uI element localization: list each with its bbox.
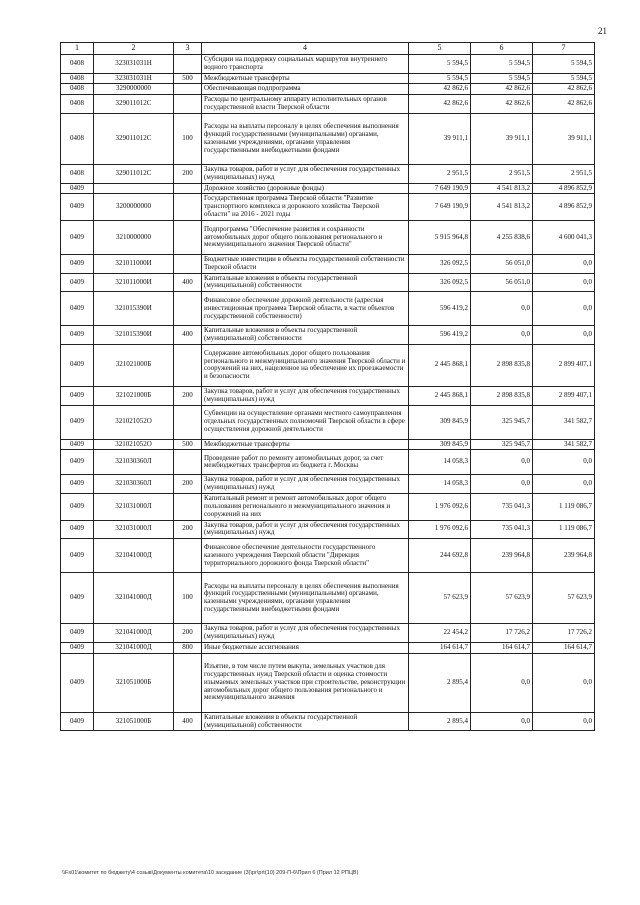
column-header-3: 3: [174, 43, 202, 55]
expense-type-cell: 200: [174, 164, 202, 183]
table-row: [61, 326, 595, 345]
amount-col5-cell: 326 092,5: [409, 273, 471, 292]
section-code-cell: 0409: [61, 344, 94, 386]
description-cell: Межбюджетные трансферты: [202, 439, 409, 450]
amount-col7-cell: 39 911,1: [533, 113, 595, 164]
section-code-cell: 0409: [61, 254, 94, 273]
amount-col5-cell: 2 445 868,1: [409, 344, 471, 386]
amount-col7-cell: 5 594,5: [533, 73, 595, 84]
amount-col6-cell: 42 862,6: [471, 95, 533, 114]
description-cell: Капитальные вложения в объекты государственной (муниципальной) собственности: [202, 273, 409, 292]
amount-col6-cell: 57 623,9: [471, 573, 533, 624]
amount-col7-cell: 57 623,9: [533, 573, 595, 624]
amount-col5-cell: 7 649 190,9: [409, 183, 471, 194]
amount-col7-cell: 341 582,7: [533, 439, 595, 450]
section-code-cell: 0408: [61, 84, 94, 95]
amount-col7-cell: 42 862,6: [533, 84, 595, 95]
expense-type-cell: 400: [174, 326, 202, 345]
header-row: [61, 43, 595, 55]
amount-col7-cell: 0,0: [533, 475, 595, 494]
page-number: 21: [598, 26, 607, 36]
table-row: [61, 494, 595, 520]
amount-col7-cell: 0,0: [533, 292, 595, 326]
amount-col5-cell: 7 649 190,9: [409, 194, 471, 220]
description-cell: Финансовое обеспечение деятельности государственного казенного учреждения Тверской области "Дирекция территориального дорожного фонда Тверской области": [202, 539, 409, 573]
budget-table: [60, 42, 595, 731]
amount-col7-cell: 2 899 407,1: [533, 344, 595, 386]
expense-type-cell: 200: [174, 475, 202, 494]
amount-col6-cell: 5 594,5: [471, 73, 533, 84]
table-row: [61, 344, 595, 386]
table-row: [61, 95, 595, 114]
expense-type-cell: 400: [174, 712, 202, 731]
footer-path: \\Fs01\комитет по бюджету\4 созыв\Документы комитета\10 заседание (3)\pr\prt(10) 209-П-6\Прил 6 (Прил 12 РПЦВ): [62, 870, 359, 876]
amount-col6-cell: 325 945,7: [471, 405, 533, 439]
section-code-cell: 0409: [61, 624, 94, 643]
description-cell: Межбюджетные трансферты: [202, 73, 409, 84]
amount-col7-cell: 1 119 086,7: [533, 494, 595, 520]
amount-col5-cell: 39 911,1: [409, 113, 471, 164]
expense-type-cell: 500: [174, 73, 202, 84]
target-code-cell: 323031031Н: [94, 73, 174, 84]
column-header-4: 4: [202, 43, 409, 55]
expense-type-cell: [174, 405, 202, 439]
target-code-cell: 3210000000: [94, 220, 174, 254]
table-row: [61, 624, 595, 643]
description-cell: Расходы на выплаты персоналу в целях обеспечения выполнения функций государственными (муниципальными) органами, казенными учреждениями, органами управления государственными внебюджетными фондами: [202, 113, 409, 164]
amount-col6-cell: 4 541 813,2: [471, 194, 533, 220]
description-cell: Подпрограмма "Обеспечение развития и сохранности автомобильных дорог общего пользования регионального и межмуниципального значения Тверской области": [202, 220, 409, 254]
section-code-cell: 0409: [61, 475, 94, 494]
description-cell: Содержание автомобильных дорог общего пользования регионального и межмуниципального значения Тверской области и сооружений на них, нацеленное на обеспечение их проезжаемости и безопасности: [202, 344, 409, 386]
section-code-cell: 0409: [61, 194, 94, 220]
section-code-cell: 0409: [61, 292, 94, 326]
table-body: [61, 55, 595, 731]
amount-col5-cell: 22 454,2: [409, 624, 471, 643]
amount-col6-cell: 735 041,3: [471, 494, 533, 520]
target-code-cell: 329011012С: [94, 113, 174, 164]
section-code-cell: 0409: [61, 183, 94, 194]
section-code-cell: 0409: [61, 439, 94, 450]
description-cell: Капитальные вложения в объекты государственной (муниципальной) собственности: [202, 712, 409, 731]
target-code-cell: 329011012С: [94, 164, 174, 183]
description-cell: Расходы по центральному аппарату исполнительных органов государственной власти Тверской области: [202, 95, 409, 114]
target-code-cell: 321051000Б: [94, 653, 174, 712]
target-code-cell: 321030360Л: [94, 475, 174, 494]
target-code-cell: 3290000000: [94, 84, 174, 95]
amount-col6-cell: 239 964,8: [471, 539, 533, 573]
amount-col5-cell: 5 594,5: [409, 55, 471, 74]
target-code-cell: 321015390И: [94, 326, 174, 345]
amount-col7-cell: 0,0: [533, 273, 595, 292]
table-row: [61, 273, 595, 292]
target-code-cell: 321015390И: [94, 292, 174, 326]
target-code-cell: 321041000Д: [94, 539, 174, 573]
amount-col6-cell: 0,0: [471, 712, 533, 731]
amount-col5-cell: 5 915 964,8: [409, 220, 471, 254]
amount-col6-cell: 325 945,7: [471, 439, 533, 450]
amount-col7-cell: 4 896 852,9: [533, 194, 595, 220]
amount-col5-cell: 164 614,7: [409, 642, 471, 653]
target-code-cell: 329011012С: [94, 95, 174, 114]
amount-col5-cell: 2 895,4: [409, 653, 471, 712]
section-code-cell: 0408: [61, 73, 94, 84]
table-row: [61, 653, 595, 712]
amount-col6-cell: 164 614,7: [471, 642, 533, 653]
description-cell: Расходы на выплаты персоналу в целях обеспечения выполнения функций государственными (муниципальными) органами, казенными учреждениями, органами управления государственными внебюджетными фондами: [202, 573, 409, 624]
amount-col6-cell: 2 951,5: [471, 164, 533, 183]
amount-col5-cell: 309 845,9: [409, 439, 471, 450]
section-code-cell: 0408: [61, 95, 94, 114]
amount-col6-cell: 4 541 813,2: [471, 183, 533, 194]
amount-col6-cell: 56 051,0: [471, 254, 533, 273]
description-cell: Капитальные вложения в объекты государственной (муниципальной) собственности: [202, 326, 409, 345]
amount-col6-cell: 17 726,2: [471, 624, 533, 643]
target-code-cell: 321041000Д: [94, 624, 174, 643]
amount-col6-cell: 42 862,6: [471, 84, 533, 95]
amount-col7-cell: 2 951,5: [533, 164, 595, 183]
expense-type-cell: 800: [174, 642, 202, 653]
amount-col5-cell: 2 951,5: [409, 164, 471, 183]
amount-col7-cell: 0,0: [533, 326, 595, 345]
amount-col6-cell: 5 594,5: [471, 55, 533, 74]
expense-type-cell: [174, 292, 202, 326]
section-code-cell: 0409: [61, 573, 94, 624]
description-cell: Изъятие, в том числе путем выкупа, земельных участков для государственных нужд Тверской области и оценка стоимости изымаемых земельных участков при строительстве, реконструкции автомобильных дорог общего пользования регионального и межмуниципального значения: [202, 653, 409, 712]
amount-col5-cell: 14 058,3: [409, 475, 471, 494]
amount-col6-cell: 2 898 835,8: [471, 344, 533, 386]
amount-col7-cell: 0,0: [533, 712, 595, 731]
table-row: [61, 439, 595, 450]
amount-col5-cell: 57 623,9: [409, 573, 471, 624]
amount-col6-cell: 2 898 835,8: [471, 386, 533, 405]
amount-col5-cell: 14 058,3: [409, 450, 471, 475]
table-row: [61, 84, 595, 95]
table-row: [61, 73, 595, 84]
amount-col7-cell: 1 119 086,7: [533, 520, 595, 539]
description-cell: Закупка товаров, работ и услуг для обеспечения государственных (муниципальных) нужд: [202, 386, 409, 405]
amount-col7-cell: 4 896 852,9: [533, 183, 595, 194]
expense-type-cell: 500: [174, 439, 202, 450]
table-row: [61, 573, 595, 624]
expense-type-cell: 200: [174, 386, 202, 405]
amount-col7-cell: 42 862,6: [533, 95, 595, 114]
table-row: [61, 386, 595, 405]
amount-col7-cell: 5 594,5: [533, 55, 595, 74]
amount-col6-cell: 735 041,3: [471, 520, 533, 539]
target-code-cell: 321051000Б: [94, 712, 174, 731]
target-code-cell: 321011000И: [94, 254, 174, 273]
amount-col7-cell: 341 582,7: [533, 405, 595, 439]
column-header-5: 5: [409, 43, 471, 55]
table-row: [61, 292, 595, 326]
target-code-cell: 321021000Б: [94, 344, 174, 386]
expense-type-cell: [174, 183, 202, 194]
amount-col5-cell: 596 419,2: [409, 292, 471, 326]
expense-type-cell: 200: [174, 520, 202, 539]
description-cell: Субсидии на поддержку социальных маршрутов внутреннего водного транспорта: [202, 55, 409, 74]
expense-type-cell: 200: [174, 624, 202, 643]
amount-col7-cell: 17 726,2: [533, 624, 595, 643]
expense-type-cell: [174, 450, 202, 475]
section-code-cell: 0408: [61, 113, 94, 164]
amount-col6-cell: 0,0: [471, 326, 533, 345]
table-row: [61, 405, 595, 439]
amount-col5-cell: 309 845,9: [409, 405, 471, 439]
expense-type-cell: 100: [174, 113, 202, 164]
expense-type-cell: [174, 344, 202, 386]
expense-type-cell: [174, 84, 202, 95]
section-code-cell: 0409: [61, 494, 94, 520]
target-code-cell: 321041000Д: [94, 642, 174, 653]
amount-col6-cell: 0,0: [471, 653, 533, 712]
table-row: [61, 712, 595, 731]
section-code-cell: 0409: [61, 642, 94, 653]
amount-col5-cell: 326 092,5: [409, 254, 471, 273]
table-row: [61, 539, 595, 573]
table-row: [61, 113, 595, 164]
description-cell: Закупка товаров, работ и услуг для обеспечения государственных (муниципальных) нужд: [202, 164, 409, 183]
expense-type-cell: [174, 220, 202, 254]
amount-col7-cell: 0,0: [533, 450, 595, 475]
description-cell: Государственная программа Тверской области "Развитие транспортного комплекса и дорожного хозяйства Тверской области" на 2016 - 2021 годы: [202, 194, 409, 220]
section-code-cell: 0409: [61, 653, 94, 712]
amount-col5-cell: 1 976 092,6: [409, 520, 471, 539]
amount-col5-cell: 1 976 092,6: [409, 494, 471, 520]
target-code-cell: 321031000Л: [94, 520, 174, 539]
amount-col6-cell: 39 911,1: [471, 113, 533, 164]
target-code-cell: 321011000И: [94, 273, 174, 292]
description-cell: Бюджетные инвестиции в объекты государственной собственности Тверской области: [202, 254, 409, 273]
amount-col5-cell: 596 419,2: [409, 326, 471, 345]
amount-col7-cell: 164 614,7: [533, 642, 595, 653]
expense-type-cell: [174, 494, 202, 520]
amount-col6-cell: 56 051,0: [471, 273, 533, 292]
table-row: [61, 475, 595, 494]
amount-col5-cell: 42 862,6: [409, 84, 471, 95]
column-header-6: 6: [471, 43, 533, 55]
expense-type-cell: [174, 194, 202, 220]
table-row: [61, 220, 595, 254]
amount-col7-cell: 0,0: [533, 653, 595, 712]
table-row: [61, 183, 595, 194]
target-code-cell: [94, 183, 174, 194]
expense-type-cell: [174, 539, 202, 573]
description-cell: Обеспечивающая подпрограмма: [202, 84, 409, 95]
expense-type-cell: 400: [174, 273, 202, 292]
section-code-cell: 0409: [61, 273, 94, 292]
table-row: [61, 520, 595, 539]
description-cell: Финансовое обеспечение дорожной деятельности (адресная инвестиционная программа Тверской области, в части объектов государственной собственности): [202, 292, 409, 326]
section-code-cell: 0409: [61, 539, 94, 573]
amount-col6-cell: 0,0: [471, 292, 533, 326]
amount-col5-cell: 244 692,8: [409, 539, 471, 573]
expense-type-cell: [174, 254, 202, 273]
section-code-cell: 0409: [61, 405, 94, 439]
column-header-7: 7: [533, 43, 595, 55]
target-code-cell: 321021052О: [94, 439, 174, 450]
table-row: [61, 450, 595, 475]
section-code-cell: 0409: [61, 450, 94, 475]
section-code-cell: 0408: [61, 164, 94, 183]
target-code-cell: 321021052О: [94, 405, 174, 439]
amount-col5-cell: 2 445 868,1: [409, 386, 471, 405]
amount-col7-cell: 0,0: [533, 254, 595, 273]
expense-type-cell: 100: [174, 573, 202, 624]
description-cell: Капитальный ремонт и ремонт автомобильных дорог общего пользования регионального и межмуниципального значения и сооружений на них: [202, 494, 409, 520]
section-code-cell: 0408: [61, 55, 94, 74]
amount-col7-cell: 2 899 407,1: [533, 386, 595, 405]
target-code-cell: 323031031Н: [94, 55, 174, 74]
amount-col6-cell: 0,0: [471, 475, 533, 494]
section-code-cell: 0409: [61, 712, 94, 731]
description-cell: Дорожное хозяйство (дорожные фонды): [202, 183, 409, 194]
description-cell: Закупка товаров, работ и услуг для обеспечения государственных (муниципальных) нужд: [202, 520, 409, 539]
target-code-cell: 3200000000: [94, 194, 174, 220]
column-header-2: 2: [94, 43, 174, 55]
expense-type-cell: [174, 55, 202, 74]
table-row: [61, 164, 595, 183]
description-cell: Закупка товаров, работ и услуг для обеспечения государственных (муниципальных) нужд: [202, 624, 409, 643]
amount-col6-cell: 0,0: [471, 450, 533, 475]
target-code-cell: 321041000Д: [94, 573, 174, 624]
table-row: [61, 55, 595, 74]
table-row: [61, 642, 595, 653]
section-code-cell: 0409: [61, 520, 94, 539]
target-code-cell: 321021000Б: [94, 386, 174, 405]
section-code-cell: 0409: [61, 326, 94, 345]
column-header-1: 1: [61, 43, 94, 55]
description-cell: Иные бюджетные ассигнования: [202, 642, 409, 653]
amount-col7-cell: 4 600 041,3: [533, 220, 595, 254]
description-cell: Закупка товаров, работ и услуг для обеспечения государственных (муниципальных) нужд: [202, 475, 409, 494]
table-row: [61, 254, 595, 273]
target-code-cell: 321031000Л: [94, 494, 174, 520]
expense-type-cell: [174, 653, 202, 712]
description-cell: Субвенции на осуществление органами местного самоуправления отдельных государственных полномочий Тверской области в сфере осуществления дорожной деятельности: [202, 405, 409, 439]
description-cell: Проведение работ по ремонту автомобильных дорог, за счет межбюджетных трансфертов из бюджета г. Москвы: [202, 450, 409, 475]
expense-type-cell: [174, 95, 202, 114]
section-code-cell: 0409: [61, 220, 94, 254]
amount-col5-cell: 5 594,5: [409, 73, 471, 84]
amount-col7-cell: 239 964,8: [533, 539, 595, 573]
amount-col5-cell: 42 862,6: [409, 95, 471, 114]
section-code-cell: 0409: [61, 386, 94, 405]
amount-col5-cell: 2 895,4: [409, 712, 471, 731]
target-code-cell: 321030360Л: [94, 450, 174, 475]
amount-col6-cell: 4 255 838,6: [471, 220, 533, 254]
table-row: [61, 194, 595, 220]
